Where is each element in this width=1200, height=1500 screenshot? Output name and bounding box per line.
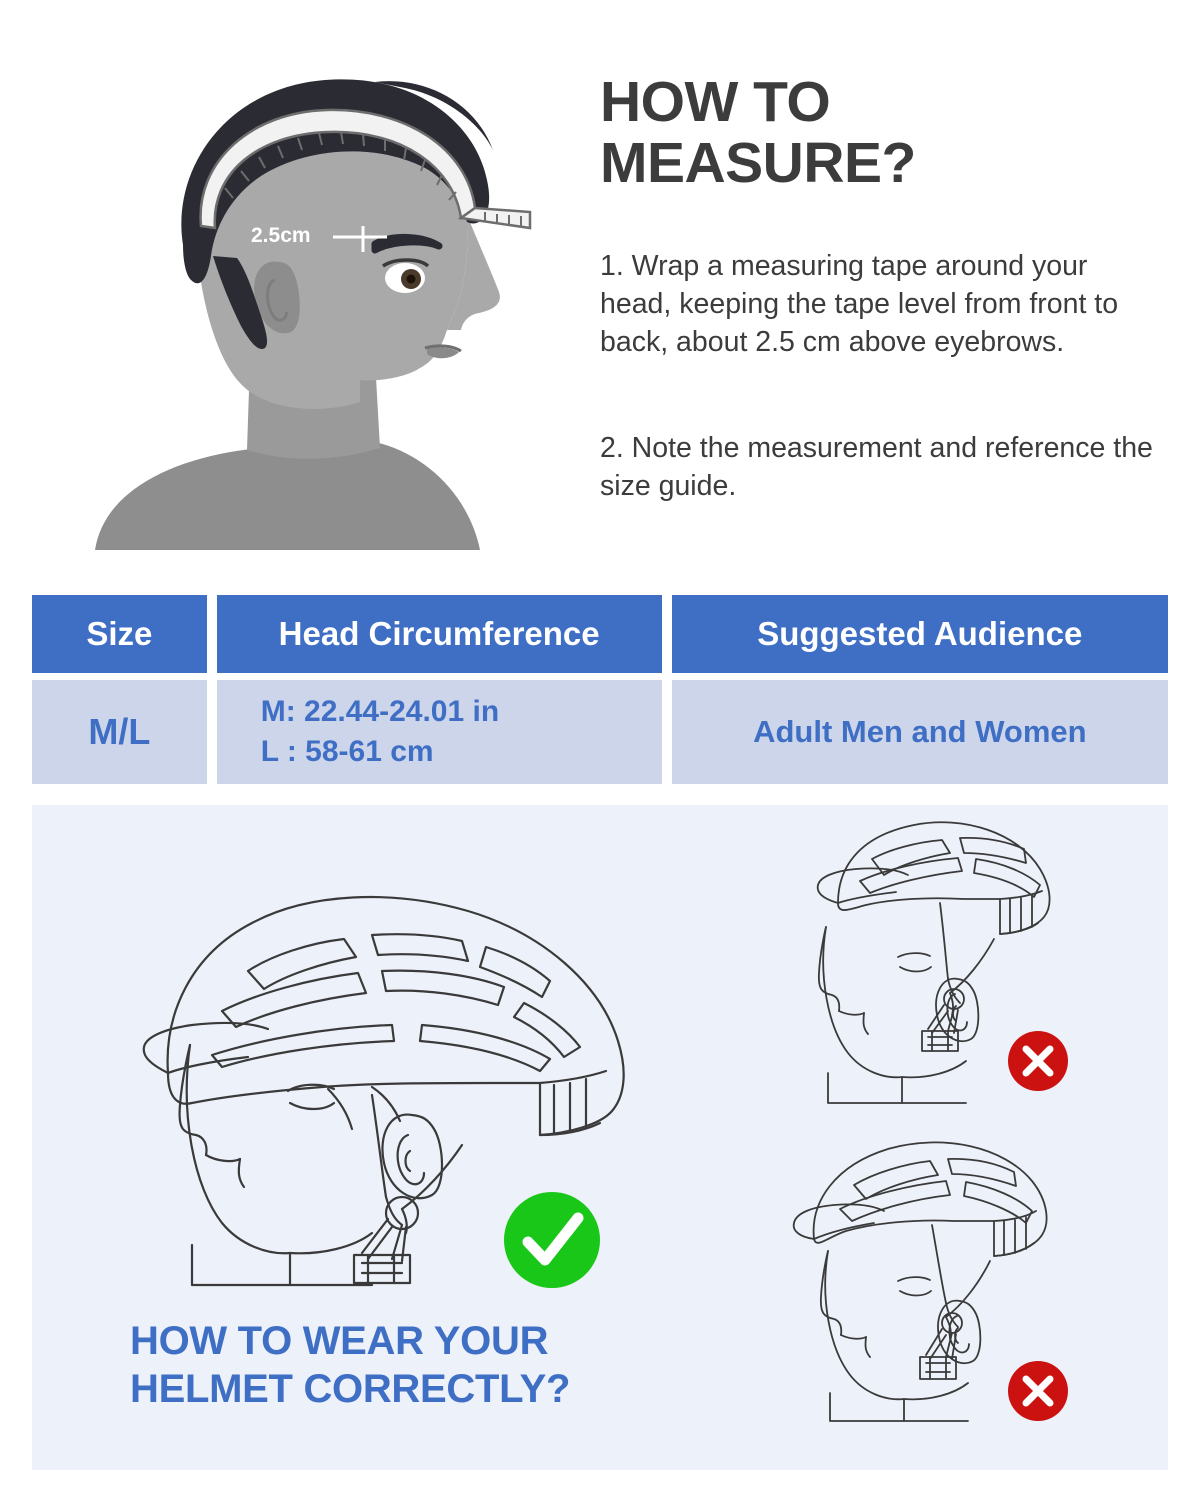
incorrect-x-icon-2 [1007, 1360, 1069, 1422]
page-title: HOW TO MEASURE? [600, 70, 916, 195]
measure-step-1: 1. Wrap a measuring tape around your head, keeping the tape level from front to back, about 2.5 cm above eyebrows. [600, 250, 1119, 358]
how-to-wear-title: HOW TO WEAR YOUR HELMET CORRECTLY? [130, 1319, 571, 1411]
size-guide-table [32, 595, 1168, 784]
head-measuring-illustration [75, 30, 535, 550]
table-row [32, 680, 1168, 784]
measure-step-2: 2. Note the measurement and reference the size guide. [600, 432, 1153, 502]
correct-check-icon [502, 1190, 602, 1290]
table-header-circumference: Head Circumference [217, 595, 662, 673]
how-to-measure-section [0, 0, 1200, 570]
table-header-size: Size [32, 595, 207, 673]
table-header-audience: Suggested Audience [672, 595, 1168, 673]
tape-distance-label: 2.5cm [251, 224, 311, 247]
cell-size: M/L [32, 680, 207, 784]
circumference-line-1: M: 22.44-24.01 in [260, 695, 500, 729]
cell-audience: Adult Men and Women [672, 680, 1168, 784]
incorrect-x-icon-1 [1007, 1030, 1069, 1092]
how-to-wear-panel [32, 805, 1168, 1470]
table-header-row [32, 595, 1168, 673]
cell-circumference [217, 680, 662, 784]
circumference-line-2: L : 58-61 cm [260, 735, 434, 768]
